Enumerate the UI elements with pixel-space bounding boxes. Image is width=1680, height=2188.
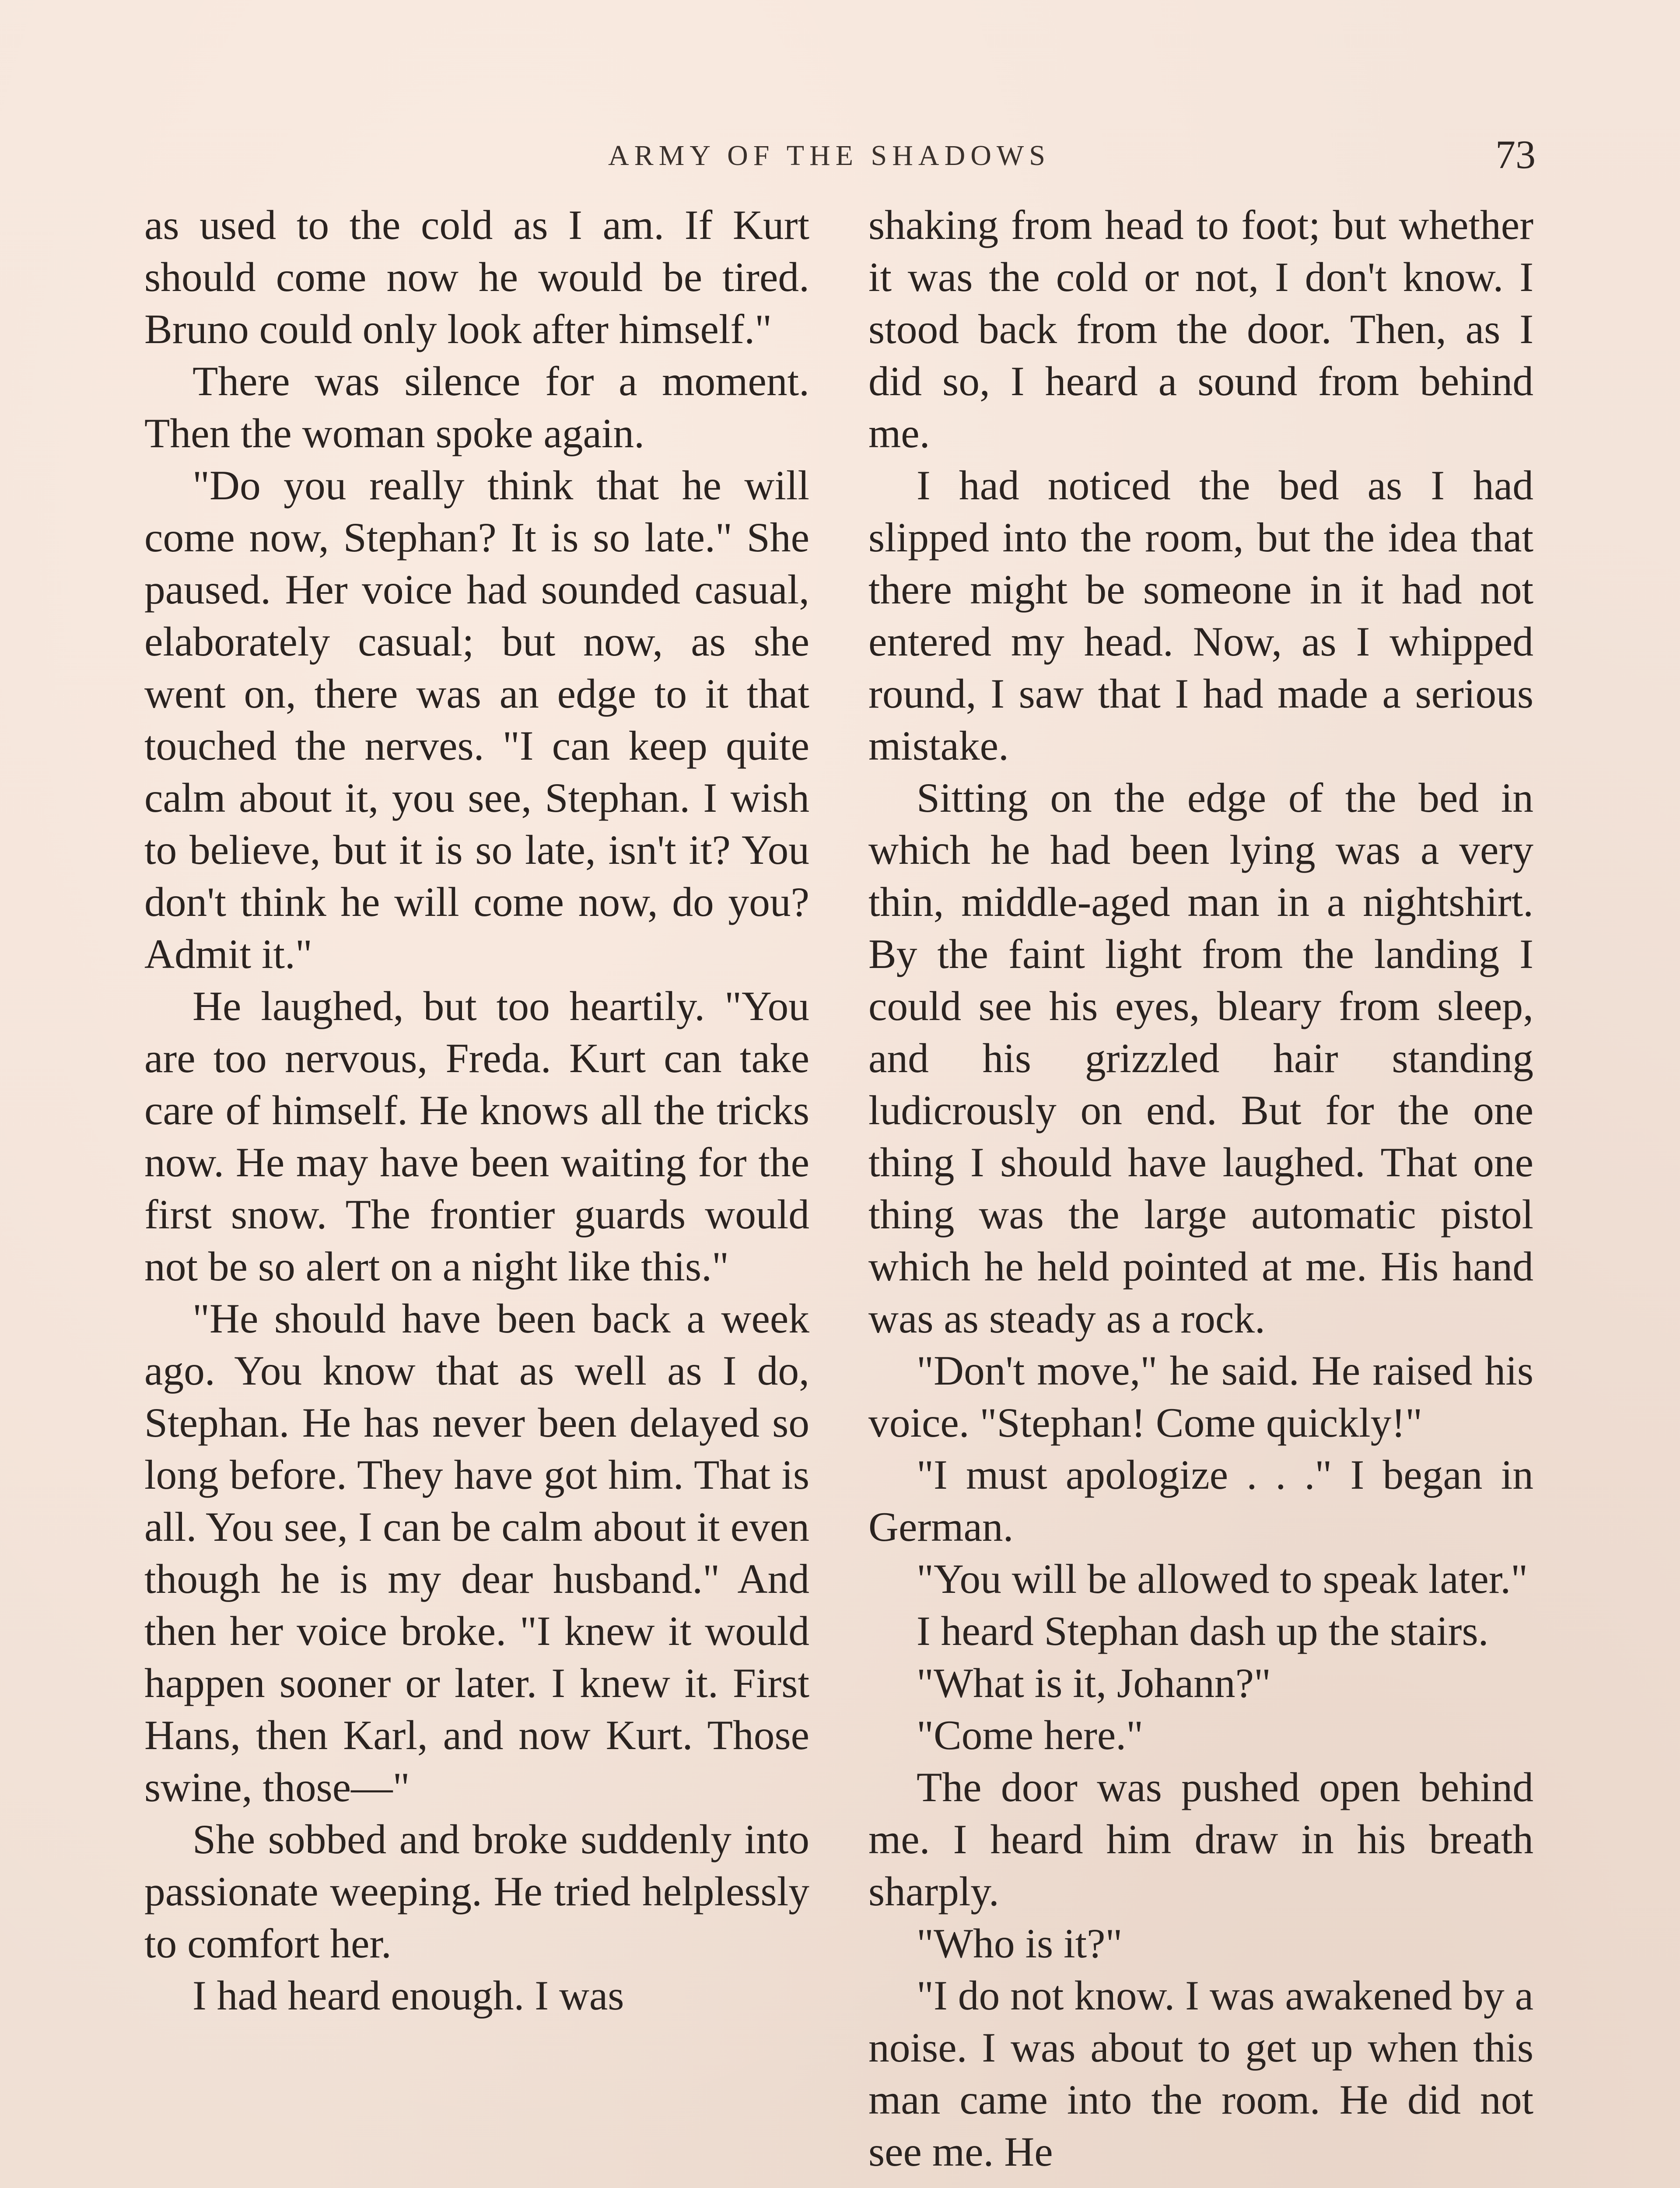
paragraph: There was silence for a moment. Then the woman spoke again. [144, 358, 809, 456]
paragraph: The door was pushed open behind me. I heard him draw in his breath sharply. [868, 1764, 1533, 1914]
right-column [868, 199, 1533, 2178]
running-title: ARMY OF THE SHADOWS [608, 140, 1050, 172]
paragraph: "He should have been back a week ago. You know that as well as I do, Stephan. He has never been delayed so long before. They have got him. That is all. You see, I can be calm about it even though he is my dear husband." And then her voice broke. "I knew it would happen sooner or later. I knew it. First Hans, then Karl, and now Kurt. Those swine, those—" [144, 1295, 809, 1810]
page-number: 73 [1495, 132, 1536, 177]
paragraph: "I do not know. I was awakened by a noise. I was about to get up when this man came into the room. He did not see me. He [868, 1972, 1533, 2175]
paragraph: "Come here." [917, 1712, 1144, 1758]
paragraph: He laughed, but too heartily. "You are too nervous, Freda. Kurt can take care of himself. He knows all the tricks now. He may have been waiting for the first snow. The frontier guards would not be so alert on a night like this." [144, 983, 809, 1290]
left-column [144, 199, 809, 2022]
paragraph: as used to the cold as I am. If Kurt should come now he would be tired. Bruno could only look after himself." [144, 202, 809, 352]
paragraph: She sobbed and broke suddenly into passionate weeping. He tried helplessly to comfort her. [144, 1816, 809, 1967]
page-header [0, 131, 1680, 184]
paragraph: Sitting on the edge of the bed in which he had been lying was a very thin, middle-aged man in a nightshirt. By the faint light from the landing I could see his eyes, bleary from sleep, and his grizzled hair standing ludicrously on end. But for the one thing I should have laughed. That one thing was the large automatic pistol which he held pointed at me. His hand was as steady as a rock. [868, 775, 1533, 1342]
paragraph: I had noticed the bed as I had slipped into the room, but the idea that there might be someone in it had not entered my head. Now, as I whipped round, I saw that I had made a serious mistake. [868, 462, 1533, 769]
paragraph: "Don't move," he said. He raised his voice. "Stephan! Come quickly!" [868, 1347, 1533, 1446]
paragraph: shaking from head to foot; but whether it was the cold or not, I don't know. I stood back from the door. Then, as I did so, I heard a sound from behind me. [868, 202, 1533, 456]
paragraph: I heard Stephan dash up the stairs. [917, 1608, 1489, 1654]
paragraph: "Who is it?" [917, 1920, 1123, 1967]
paragraph: "I must apologize . . ." I began in German. [868, 1452, 1533, 1550]
paragraph: "Do you really think that he will come now, Stephan? It is so late." She paused. Her voice had sounded casual, elaborately casual; but now, as she went on, there was an edge to it that touched the nerves. "I can keep quite calm about it, you see, Stephan. I wish to believe, but it is so late, isn't it? You don't think he will come now, do you? Admit it." [144, 462, 809, 977]
paragraph: "You will be allowed to speak later." [917, 1556, 1528, 1602]
paragraph: I had heard enough. I was [192, 1972, 624, 2019]
paragraph: "What is it, Johann?" [917, 1660, 1271, 1706]
